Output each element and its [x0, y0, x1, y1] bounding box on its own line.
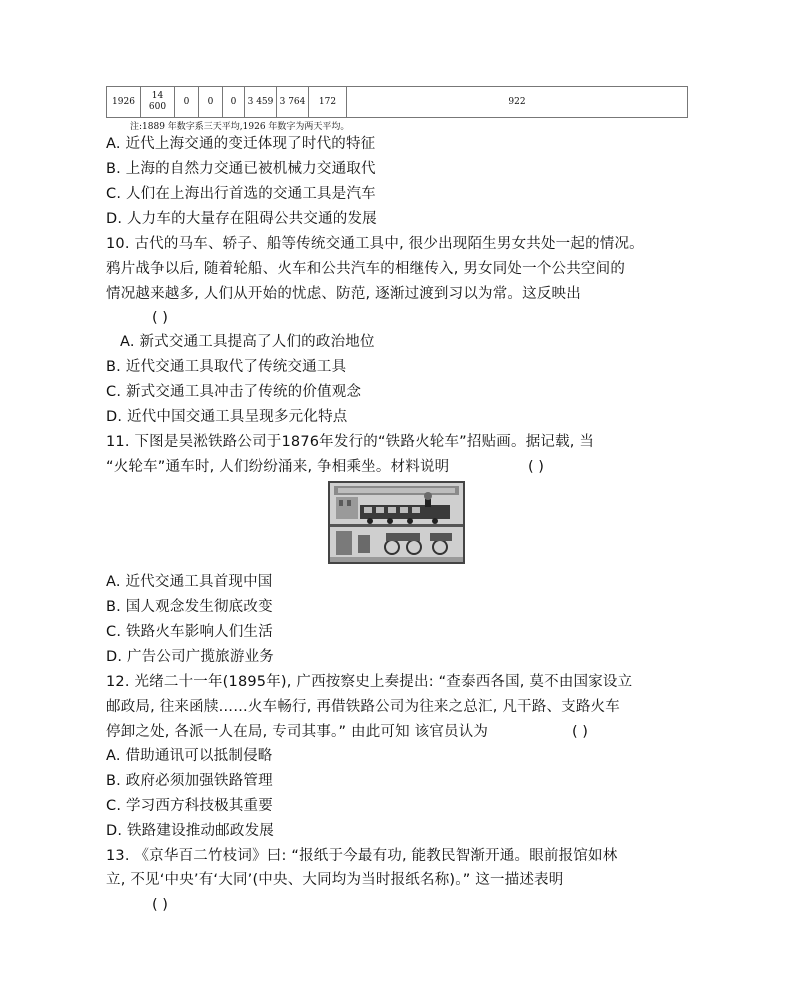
q10-option-c: C. 新式交通工具冲击了传统的价值观念 [106, 384, 362, 400]
table-cell: 3 764 [277, 87, 309, 118]
train-poster-image [328, 481, 465, 564]
q10-answer-paren: ( ) [152, 310, 168, 326]
q10-stem-line2: 鸦片战争以后, 随着轮船、火车和公共汽车的相继传入, 男女同处一个公共空间的 [106, 261, 626, 277]
q10-option-b: B. 近代交通工具取代了传统交通工具 [106, 359, 347, 375]
table-cell: 0 [199, 87, 223, 118]
table-cell: 0 [223, 87, 245, 118]
q10-option-a: A. 新式交通工具提高了人们的政治地位 [120, 334, 375, 350]
q11-answer-paren: ( ) [528, 459, 544, 475]
table-cell: 14 600 [141, 87, 175, 118]
table-cell: 0 [175, 87, 199, 118]
q11-option-a: A. 近代交通工具首现中国 [106, 574, 273, 590]
q12-answer-paren: ( ) [572, 724, 588, 740]
q11-stem-line1: 11. 下图是吴淞铁路公司于1876年发行的“铁路火轮车”招贴画。据记载, 当 [106, 434, 595, 450]
table-cell: 922 [347, 87, 688, 118]
q9-option-b: B. 上海的自然力交通已被机械力交通取代 [106, 161, 376, 177]
table-row [107, 87, 688, 118]
table-cell: 172 [309, 87, 347, 118]
q11-option-c: C. 铁路火车影响人们生活 [106, 624, 273, 640]
q12-stem-line2: 邮政局, 往来函牍……火车畅行, 再借铁路公司为往来之总汇, 凡干路、支路火车 [106, 699, 620, 715]
q12-option-d: D. 铁路建设推动邮政发展 [106, 823, 274, 839]
q12-option-c: C. 学习西方科技极其重要 [106, 798, 273, 814]
q13-stem-line2: 立, 不见‘中央’有‘大同’(中央、大同均为当时报纸名称)。” 这一描述表明 [106, 872, 564, 888]
q12-stem-line3: 停卸之处, 各派一人在局, 专司其事。” 由此可知 该官员认为 [106, 724, 489, 740]
q12-stem-line1: 12. 光绪二十一年(1895年), 广西按察史上奏提出: “查泰西各国, 莫不由国家设立 [106, 674, 633, 690]
table-cell: 3 459 [245, 87, 277, 118]
q11-option-d: D. 广告公司广揽旅游业务 [106, 649, 274, 665]
table-note: 注:1889 年数字系三天平均,1926 年数字为两天平均。 [130, 122, 350, 132]
q10-stem-line3: 情况越来越多, 人们从开始的忧虑、防范, 逐渐过渡到习以为常。这反映出 [106, 286, 581, 302]
q12-option-a: A. 借助通讯可以抵制侵略 [106, 748, 273, 764]
q11-option-b: B. 国人观念发生彻底改变 [106, 599, 273, 615]
q9-option-c: C. 人们在上海出行首选的交通工具是汽车 [106, 186, 376, 202]
q11-stem-line2: “火轮车”通车时, 人们纷纷涌来, 争相乘坐。材料说明 [106, 459, 450, 475]
q9-option-d: D. 人力车的大量存在阻碍公共交通的发展 [106, 211, 377, 227]
q12-option-b: B. 政府必须加强铁路管理 [106, 773, 273, 789]
q10-option-d: D. 近代中国交通工具呈现多元化特点 [106, 409, 348, 425]
train-poster-illustration [330, 483, 463, 562]
table-cell-year: 1926 [107, 87, 141, 118]
q13-stem-line1: 13. 《京华百二竹枝词》曰: “报纸于今最有功, 能教民智渐开通。眼前报馆如林 [106, 848, 618, 864]
q13-answer-paren: ( ) [152, 897, 168, 913]
q9-option-a: A. 近代上海交通的变迁体现了时代的特征 [106, 136, 376, 152]
data-table [106, 86, 688, 118]
q10-stem-line1: 10. 古代的马车、轿子、船等传统交通工具中, 很少出现陌生男女共处一起的情况。 [106, 236, 644, 252]
